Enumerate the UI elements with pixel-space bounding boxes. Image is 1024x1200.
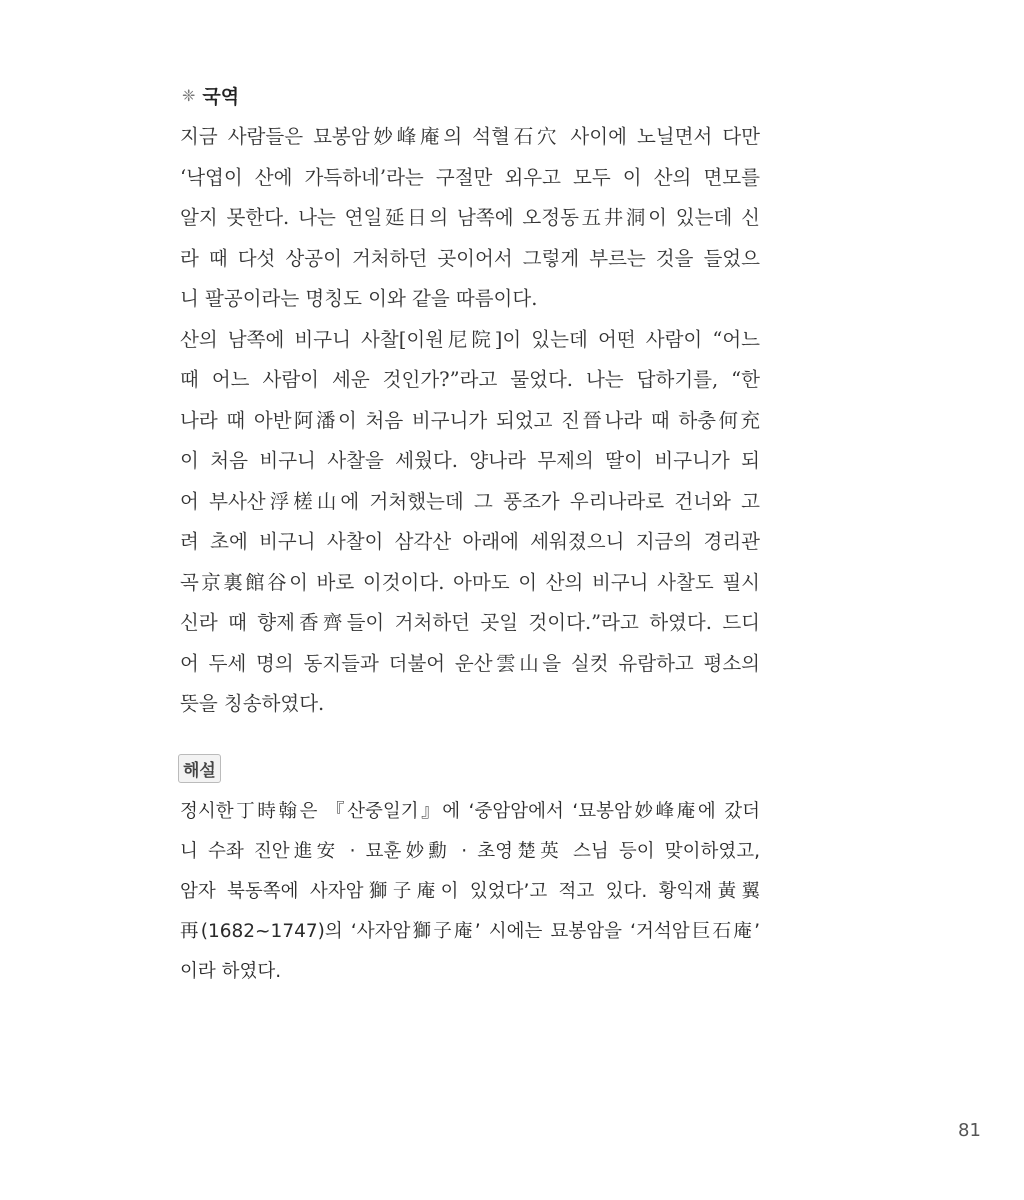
commentary-label: 해설	[178, 754, 221, 783]
translation-line: 나라 때 아반阿潘이 처음 비구니가 되었고 진晉나라 때 하충何充	[180, 408, 760, 432]
translation-line: 때 어느 사람이 세운 것인가?”라고 물었다. 나는 답하기를, “한	[180, 368, 760, 391]
translation-line: 려 초에 비구니 사찰이 삼각산 아래에 세워졌으니 지금의 경리관	[180, 530, 760, 553]
translation-line: 알지 못한다. 나는 연일延日의 남쪽에 오정동五井洞이 있는데 신	[180, 206, 760, 229]
translation-line: 이 처음 비구니 사찰을 세웠다. 양나라 무제의 딸이 비구니가 되	[180, 449, 760, 472]
translation-line: 어 부사산浮槎山에 거처했는데 그 풍조가 우리나라로 건너와 고	[180, 489, 760, 513]
page-number: 81	[958, 1120, 981, 1141]
translation-line: 지금 사람들은 묘봉암妙峰庵의 석혈石穴 사이에 노닐면서 다만	[180, 125, 760, 148]
translation-line: 어 두세 명의 동지들과 더불어 운산雲山을 실컷 유람하고 평소의	[180, 651, 760, 675]
commentary-line: 암자 북동쪽에 사자암獅子庵이 있었다’고 적고 있다. 황익재黃翼	[180, 881, 760, 902]
commentary-line: 이라 하였다.	[180, 961, 282, 982]
commentary-line: 니 수좌 진안進安 · 묘훈妙勳 · 초영楚英 스님 등이 맞이하였고,	[180, 841, 760, 862]
commentary-line: 정시한丁時翰은 『산중일기』에 ‘중암암에서 ‘묘봉암妙峰庵에 갔더	[180, 801, 760, 822]
translation-line: 뜻을 칭송하였다.	[180, 692, 325, 715]
commentary-body	[180, 792, 760, 992]
translation-line: 신라 때 향제香齊들이 거처하던 곳일 것이다.”라고 하였다. 드디	[180, 611, 760, 634]
ornament-icon: ❈	[182, 86, 196, 105]
translation-line: 니 팔공이라는 명칭도 이와 같을 따름이다.	[180, 287, 538, 310]
commentary-line: 再(1682~1747)의 ‘사자암獅子庵’ 시에는 묘봉암을 ‘거석암巨石庵’	[180, 921, 760, 942]
translation-line: 라 때 다섯 상공이 거처하던 곳이어서 그렇게 부르는 것을 들었으	[180, 246, 760, 270]
section-heading	[182, 82, 239, 109]
translation-line: 곡京裏館谷이 바로 이것이다. 아마도 이 산의 비구니 사찰도 필시	[180, 570, 760, 594]
section-title: 국역	[202, 86, 240, 108]
translation-line: 산의 남쪽에 비구니 사찰[이원尼院]이 있는데 어떤 사람이 “어느	[180, 327, 760, 351]
translation-body	[180, 117, 760, 725]
translation-line: ‘낙엽이 산에 가득하네’라는 구절만 외우고 모두 이 산의 면모를	[180, 165, 760, 189]
